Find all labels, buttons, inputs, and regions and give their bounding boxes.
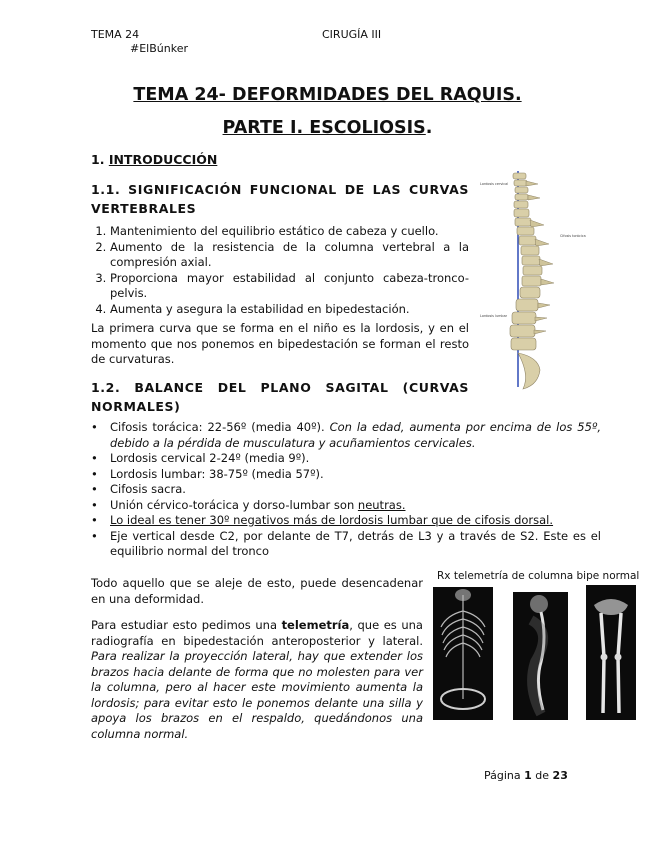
functions-list [91,224,469,317]
bullet: • [91,420,98,434]
footer-total-pages: 23 [552,769,568,782]
telemetry-term: telemetría [281,618,350,632]
list-item [91,498,601,514]
section-1-2-heading: 1.2. BALANCE DEL PLANO SAGITAL (CURVAS NORMALES) [91,380,469,414]
section-1-title: INTRODUCCIÓN [108,152,218,167]
vertebrae [510,173,542,389]
document-title [0,85,655,105]
header-tag: #ElBúnker [130,42,188,55]
xray-ap-image [433,587,493,720]
telemetry-text-2: , que es una radiografía en bipedestación anteroposterior y lateral. [91,618,423,648]
spine-figure [478,165,588,393]
list-item: 3. Proporciona mayor estabilidad al conjunto cabeza-tronco-pelvis. [110,271,469,302]
xray-lateral-image [513,592,568,720]
footer-current-page: 1 [524,769,532,782]
item-text: Unión cérvico-torácica y dorso-lumbar son [110,497,358,512]
bullet: • [91,497,98,512]
item-text: Lordosis cervical 2-24º (media 9º). [110,451,310,465]
item-text: Eje vertical desde C2, por delante de T7, detrás de L3 y a través de S2. Este es el equilibrio normal del tronco [110,528,601,558]
header-subject: CIRUGÍA III [322,28,382,41]
label-lumbar: Lordosis lumbar [480,314,508,318]
list-item [91,420,601,451]
xray-lateral-illustration [513,592,568,720]
section-1-1-heading: 1.1. SIGNIFICACIÓN FUNCIONAL DE LAS CURVAS VERTEBRALES [91,182,469,216]
label-cervical: Lordosis cervical [480,182,509,186]
page-footer [484,769,568,782]
footer-page-word: Página [484,769,525,782]
list-item [91,482,601,498]
deformity-paragraph: Todo aquello que se aleje de esto, puede desencadenar en una deformidad. [91,576,423,606]
telemetry-paragraph [91,618,423,742]
sagittal-balance-list [91,420,601,560]
document-subtitle [0,118,655,138]
item-text: Lo ideal es tener 30º negativos más de lordosis lumbar que de cifosis dorsal. [110,513,554,527]
list-item [91,467,601,483]
list-item [91,529,601,560]
subtitle-text: PARTE I. ESCOLIOSIS [222,118,426,138]
section-1-heading [91,152,217,167]
bullet: • [91,513,98,527]
item-note: Con la edad, aumenta por encima de los 55º, debido a la pérdida de musculatura y acuñamientos cervicales. [110,420,601,450]
item-text: Cifosis sacra. [110,482,186,496]
header-doc-label: TEMA 24 [91,28,140,41]
item-underlined: neutras. [357,497,406,512]
label-thoracic: Cifosis torácica [560,234,586,238]
telemetry-note: Para realizar la proyección lateral, hay que extender los brazos hacia delante de forma que no molesten para ver la columna, pero al hacer este movimiento aumenta la lordosis; para evitar esto le ponemos delante una silla y apoya los brazos en el respaldo, quedándonos una columna normal. [91,649,423,741]
xray-caption: Rx telemetría de columna bipe normal [437,570,640,582]
item-text: Lordosis lumbar: 38-75º (media 57º). [110,466,324,481]
footer-of-word: de [531,769,553,782]
list-item: 4. Aumenta y asegura la estabilidad en bipedestación. [110,302,469,318]
list-item: 2. Aumento de la resistencia de la columna vertebral a la compresión axial. [110,240,469,271]
xray-ap-illustration [433,587,493,720]
bullet: • [91,466,98,481]
section-1-number: 1. [91,152,109,167]
bullet: • [91,482,98,496]
title-line-1: TEMA 24- DEFORMIDADES DEL RAQUIS. [133,85,522,105]
list-item: 1. Mantenimiento del equilibrio estático de cabeza y cuello. [110,224,469,240]
bullet: • [91,451,98,465]
list-item [91,451,601,467]
spine-illustration [478,165,588,393]
xray-legs-image [586,585,636,720]
subtitle-period: . [425,118,433,138]
bullet: • [91,528,98,543]
curves-paragraph: La primera curva que se forma en el niño es la lordosis, y en el momento que nos ponemos en bipedestación se forman el resto de curvaturas. [91,321,469,366]
xray-legs-illustration [586,585,636,720]
list-item [91,513,601,529]
telemetry-text-1: Para estudiar esto pedimos una [91,618,282,632]
item-text: Cifosis torácica: 22-56º (media 40º). [110,420,330,434]
